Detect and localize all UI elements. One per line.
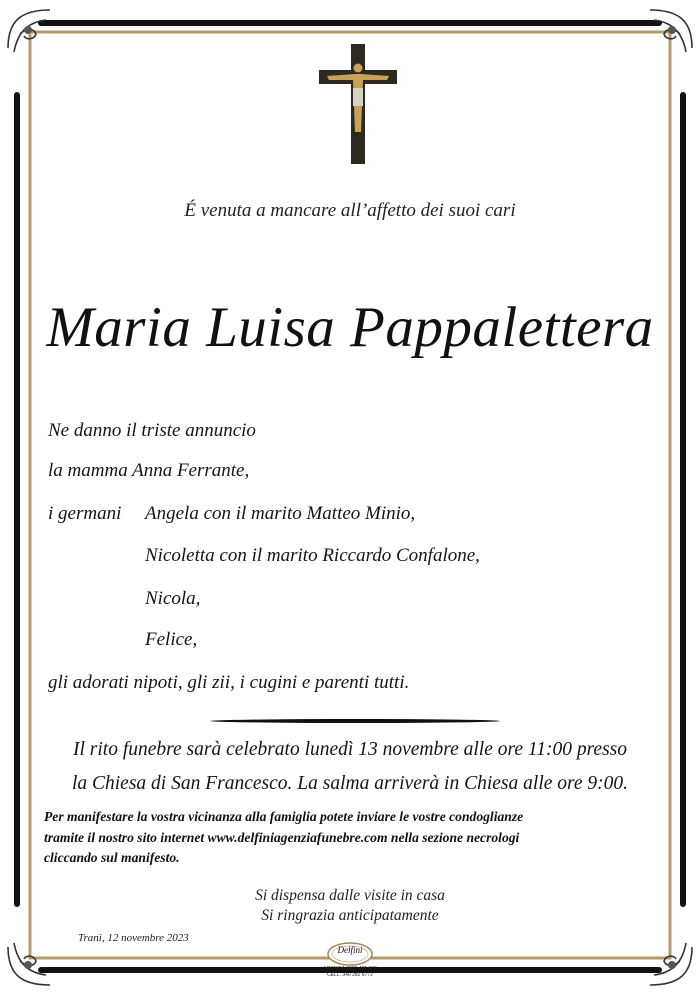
closing-line: Si ringrazia anticipatamente bbox=[261, 907, 439, 924]
agency-phone: AGENZIA 0883 481 608 bbox=[323, 966, 377, 972]
agency-phones bbox=[310, 966, 390, 978]
announcement-line: Ne danno il triste annuncio bbox=[48, 420, 256, 441]
deceased-name: Maria Luisa Pappalettera bbox=[46, 296, 654, 359]
condolence-line: tramite il nostro sito internet www.delfiniagenziafunebre.com nella sezione necrologi bbox=[44, 829, 520, 845]
sibling-line: Nicola, bbox=[145, 588, 201, 609]
condolence-line: Per manifestare la vostra vicinanza alla famiglia potete inviare le vostre condoglianze bbox=[44, 809, 524, 824]
condolence-line: cliccando sul manifesto. bbox=[44, 850, 180, 865]
sibling-line: Angela con il marito Matteo Minio, bbox=[145, 503, 416, 524]
ceremony-line: Il rito funebre sarà celebrato lunedì 13 novembre alle ore 11:00 presso bbox=[72, 739, 628, 760]
place-date: Trani, 12 novembre 2023 bbox=[78, 932, 189, 944]
siblings-label: i germani bbox=[48, 503, 122, 524]
relatives-line: gli adorati nipoti, gli zii, i cugini e parenti tutti. bbox=[48, 672, 410, 693]
agency-name: Delfini bbox=[337, 945, 363, 955]
sibling-line: Felice, bbox=[145, 629, 198, 650]
closing-line: Si dispensa dalle visite in casa bbox=[255, 887, 445, 904]
condolence-note bbox=[44, 807, 664, 869]
frame-top-bar bbox=[38, 20, 662, 26]
ceremony-line: la Chiesa di San Francesco. La salma arriverà in Chiesa alle ore 9:00. bbox=[71, 773, 629, 794]
intro-text: É venuta a mancare all’affetto dei suoi cari bbox=[184, 200, 516, 221]
divider bbox=[210, 719, 500, 723]
mother-line: la mamma Anna Ferrante, bbox=[48, 460, 250, 481]
crucifix-icon bbox=[315, 44, 401, 164]
sibling-line: Nicoletta con il marito Riccardo Confalone, bbox=[145, 545, 480, 566]
agency-phone: CELL. 340 282 6772 bbox=[327, 972, 373, 978]
